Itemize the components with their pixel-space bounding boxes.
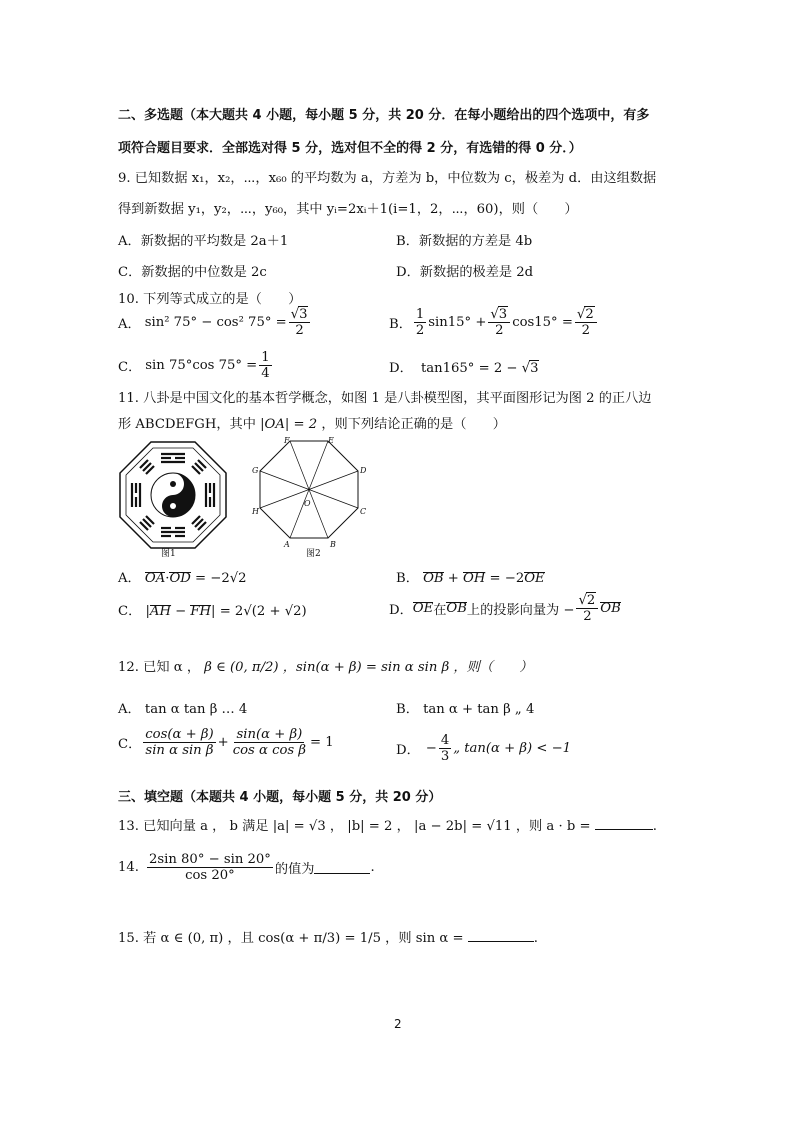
q11-d-mid: 在 — [433, 602, 447, 618]
q15-answer-blank[interactable] — [468, 941, 534, 942]
q10-b-sqrt3: 3 — [498, 307, 508, 322]
q9-stem-line1: 9. 已知数据 x₁，x₂，⋯，x₆₀ 的平均数为 a，方差为 b，中位数为 c，极差为 d．由这组数据 — [118, 171, 657, 186]
q10-c-den: 4 — [261, 366, 270, 382]
q11-stem-line2 — [118, 413, 506, 432]
q10-b-half-den: 2 — [415, 322, 425, 338]
q10-c-label: C． — [118, 360, 142, 376]
q11-c-tail: = 2√(2 + √2) — [215, 604, 307, 619]
q10-b-expr-end: cos15° = — [512, 314, 573, 330]
q12-stem-c: ，sin(α + β) = sin α sin β ，则（ ） — [282, 660, 533, 675]
q15 — [118, 927, 538, 946]
q11-d-vec2: OB — [446, 600, 467, 616]
q13 — [118, 815, 657, 834]
q11-option-d — [389, 592, 621, 624]
q9-option-b: B．新数据的方差是 4b — [396, 234, 533, 249]
q10-c-num: 1 — [261, 350, 270, 365]
q12-option-d: D． − $\frac{4}{3}$ „ tan(α + β) < −1 — [396, 733, 572, 765]
q10-option-d: D． tan165° = 2 − √3 — [389, 361, 539, 376]
q11-stem-oa: |OA| = 2 — [260, 417, 318, 432]
q12-c-frac2 — [231, 727, 308, 758]
center-o-label: O — [304, 499, 311, 508]
q14-label: 14. — [118, 860, 139, 876]
vertex-f-label: F — [284, 436, 290, 445]
q12-stem-b: β ∈ (0, π/2) — [204, 660, 279, 675]
q11-b-vec2: OH — [463, 571, 486, 586]
q12-option-a: A． tan α tan β … 4 — [118, 702, 248, 717]
q14-num: 2sin 80° − sin 20° — [148, 852, 271, 867]
q11-c-vec1: AH — [149, 604, 171, 619]
q10-b-expr-mid: sin15° + — [428, 314, 487, 330]
vertex-c-label: C — [360, 507, 367, 516]
q11-b-vec1: OB — [423, 571, 444, 586]
q10-b-den2: 2 — [581, 323, 590, 339]
q12-c-num2: sin(α + β) — [236, 727, 303, 742]
page-number: 2 — [394, 1017, 402, 1031]
q11-option-c: C． |AH − FH| = 2√(2 + √2) — [118, 604, 307, 619]
q11-b-label: B． — [396, 571, 419, 586]
q9-stem-line2: 得到新数据 y₁，y₂，⋯，y₆₀，其中 yᵢ=2xᵢ＋1(i=1，2，⋯，60)，则（ ） — [118, 202, 578, 217]
q10-a-sqrt3: 3 — [299, 307, 308, 322]
q9-option-d: D．新数据的极差是 2d — [396, 265, 534, 280]
q11-c-vec2: FH — [190, 604, 212, 619]
q11-d-sqrt2: 2 — [586, 593, 596, 608]
q11-b-tail: = −2 — [485, 571, 525, 586]
q11-a-vec2: OD — [169, 571, 191, 586]
vertex-g-label: G — [252, 466, 259, 475]
q10-option-c — [118, 350, 274, 381]
q15-tail: . — [533, 931, 538, 946]
q12-stem — [118, 656, 533, 675]
vertex-a-label: A — [284, 540, 290, 549]
q11-d-fraction: $\frac{√2}{2}$ — [576, 592, 598, 624]
q10-d-label: D． — [389, 361, 413, 376]
q14 — [118, 852, 375, 883]
q10-b-sqrt3-frac: $\frac{√3}{2}$ — [488, 306, 510, 338]
q10-a-fraction: $\frac{√3}{2}$ — [289, 306, 311, 338]
q11-a-label: A． — [118, 571, 141, 586]
q11-option-a: A． OA·OD = −2√2 — [118, 571, 247, 586]
section3-header: 三、填空题（本题共 4 小题，每小题 5 分，共 20 分） — [118, 790, 442, 805]
fig1-caption: 图1 — [161, 549, 176, 559]
q11-a-vec1: OA — [144, 571, 166, 586]
q10-stem: 10. 下列等式成立的是（ ） — [118, 292, 302, 307]
q14-den: cos 20° — [185, 868, 235, 884]
q11-d-text: 上的投影向量为 − — [466, 602, 575, 618]
fig2-caption: 图2 — [306, 549, 321, 559]
q10-b-half — [414, 307, 426, 338]
vertex-b-label: B — [330, 540, 336, 549]
q12-d-frac — [439, 733, 451, 764]
q12-c-label: C． — [118, 737, 142, 753]
section2-header-line1: 二、多选题（本大题共 4 小题，每小题 5 分，共 20 分．在每小题给出的四个选项中，有多 — [118, 108, 650, 123]
vertex-h-label: H — [252, 507, 259, 516]
q12-c-den1: sin α sin β — [145, 743, 214, 759]
q10-c-fraction — [259, 350, 271, 381]
q10-d-sqrt3: 3 — [530, 361, 539, 376]
bagua-figure — [118, 440, 228, 550]
q12-d-tail: „ tan(α + β) < −1 — [453, 741, 572, 757]
q11-option-b: B． OB + OH = −2OE — [396, 571, 545, 586]
q11-d-vec1: OE — [412, 600, 434, 616]
q10-b-sqrt2: 2 — [585, 307, 594, 322]
q10-b-sqrt2-frac: $\frac{√2}{2}$ — [575, 306, 597, 338]
q11-d-label: D． — [389, 602, 413, 618]
q12-d-num: 4 — [440, 733, 450, 748]
q13-text: 13. 已知向量 a ， b 满足 |a| = √3 ， |b| = 2 ， |a − 2b| = √11 ，则 a · b = — [118, 819, 591, 834]
q10-option-b — [389, 306, 599, 338]
q15-text: 15. 若 α ∈ (0, π) ，且 cos(α + π/3) = 1/5 ，则 sin α = — [118, 931, 464, 946]
q9-option-a: A．新数据的平均数是 2a＋1 — [118, 234, 289, 249]
q12-c-frac1 — [143, 727, 215, 758]
q10-a-expr: sin² 75° − cos² 75° = — [144, 314, 287, 330]
q11-d-den: 2 — [583, 609, 592, 625]
q12-c-tail: = 1 — [310, 735, 334, 751]
q10-a-den: 2 — [295, 323, 304, 339]
q10-d-expr: tan165° = 2 − — [420, 361, 522, 376]
q10-option-a — [118, 306, 312, 338]
q11-stem-line1: 11. 八卦是中国文化的基本哲学概念，如图 1 是八卦模型图，其平面图形记为图 2 的正八边 — [118, 391, 652, 406]
octagon-figure — [250, 434, 368, 552]
q14-end: . — [370, 860, 375, 876]
q12-stem-a: 12. 已知 α ， — [118, 660, 201, 675]
q14-answer-blank[interactable] — [314, 873, 370, 874]
q10-a-label: A． — [118, 316, 141, 332]
q11-c-label: C． — [118, 604, 142, 619]
q10-b-label: B． — [389, 316, 412, 332]
q14-fraction — [147, 852, 273, 883]
q12-option-c: C． $\frac{\cos(\alpha + \beta)}{\text{sin α sin β}}$ + $\frac{\sin(\alpha + \beta)}{\text{cos α cos β}}$ = 1 — [118, 727, 334, 759]
q10-c-expr: sin 75°cos 75° = — [145, 358, 258, 374]
q13-tail: . — [652, 819, 657, 834]
q12-d-den: 3 — [440, 749, 450, 765]
q12-option-b: B． tan α + tan β „ 4 — [396, 702, 535, 717]
q9-option-c: C．新数据的中位数是 2c — [118, 265, 267, 280]
q12-c-den2: cos α cos β — [232, 743, 306, 759]
q11-d-vec3: OB — [600, 600, 621, 616]
section2-header-line2: 项符合题目要求．全部选对得 5 分，选对但不全的得 2 分，有选错的得 0 分．） — [118, 141, 582, 156]
vertex-d-label: D — [360, 466, 367, 475]
q11-stem-line2-a: 形 ABCDEFGH，其中 — [118, 417, 256, 432]
q11-b-vec3: OE — [524, 571, 545, 586]
q10-b-den1: 2 — [495, 323, 504, 339]
vertex-e-label: E — [328, 436, 334, 445]
q12-c-num1: cos(α + β) — [145, 727, 214, 742]
q13-answer-blank[interactable] — [595, 829, 653, 830]
q14-tail: 的值为 — [274, 862, 315, 878]
q12-d-label: D． — [396, 743, 420, 759]
q11-stem-line2-c: ，则下列结论正确的是（ ） — [321, 417, 506, 432]
q11-a-tail: = −2√2 — [190, 571, 247, 586]
q10-b-half-num: 1 — [415, 306, 425, 322]
